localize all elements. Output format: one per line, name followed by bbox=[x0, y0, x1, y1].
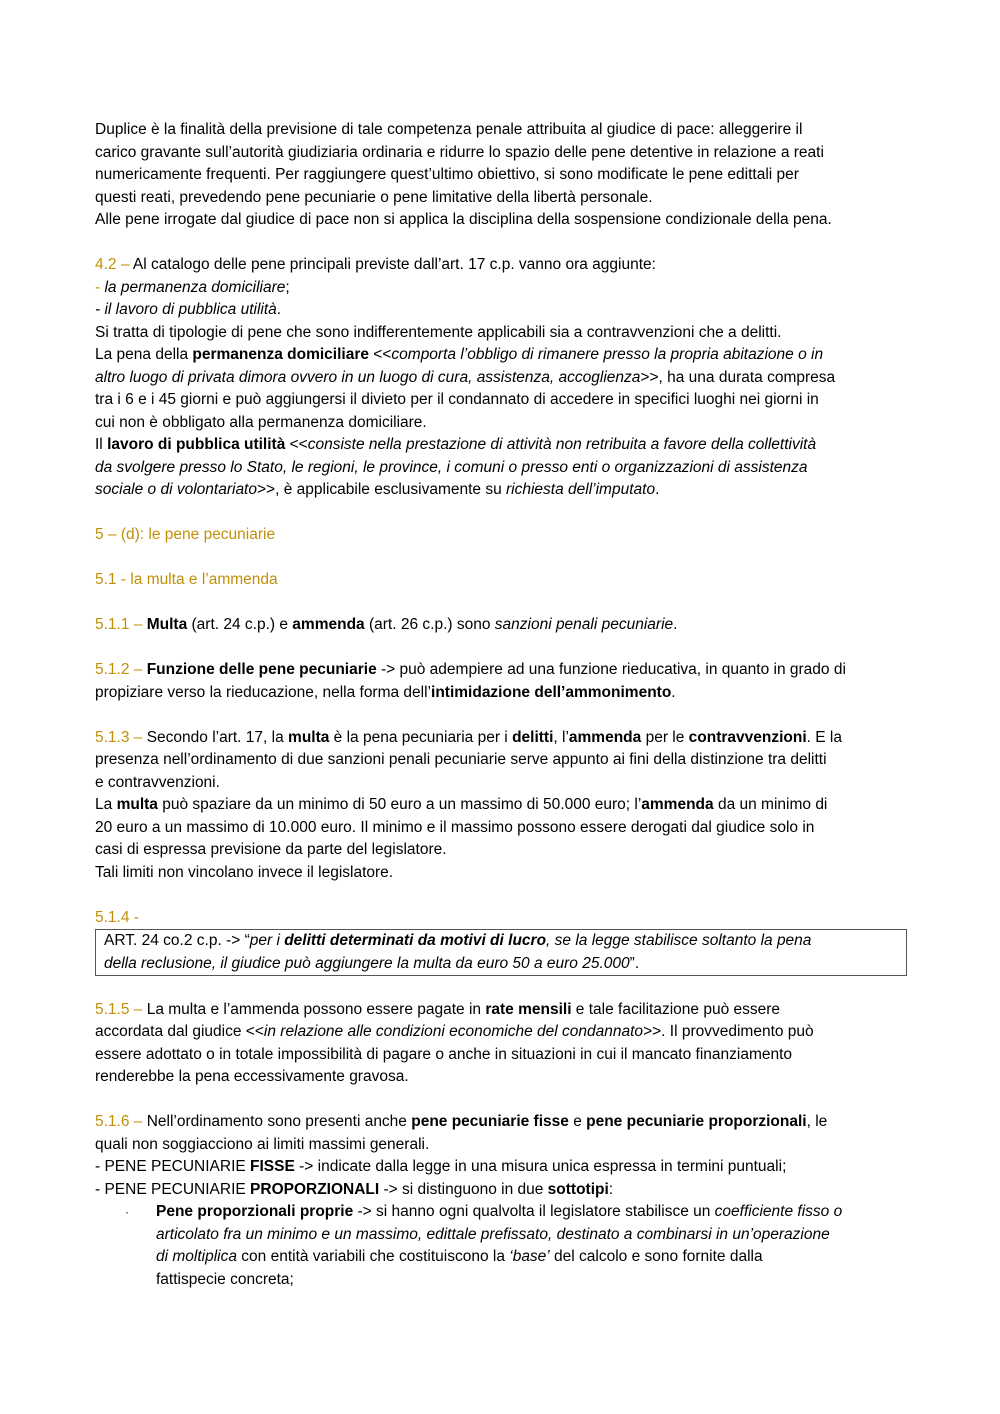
text-line: da svolgere presso lo Stato, le regioni, le province, i comuni o presso enti o organizzazioni di assistenza bbox=[95, 458, 808, 476]
text-line: La multa può spaziare da un minimo di 50 euro a un massimo di 50.000 euro; l’ammenda da un minimo di bbox=[95, 796, 828, 813]
text-line: numericamente frequenti. Per raggiungere quest’ultimo obiettivo, si sono modificate le pene edittali per bbox=[95, 166, 799, 183]
text-line: articolato fra un minimo e un massimo, edittale prefissato, destinato a combinarsi in un’operazione bbox=[156, 1225, 830, 1243]
text-line: Alle pene irrogate dal giudice di pace non si applica la disciplina della sospensione condizionale della pena. bbox=[95, 211, 832, 228]
text-line: La pena della permanenza domiciliare <<comporta l’obbligo di rimanere presso la propria abitazione o in bbox=[95, 346, 824, 363]
text-line: questi reati, prevedendo pene pecuniarie o pene limitative della libertà personale. bbox=[95, 188, 653, 206]
text-line: cui non è obbligato alla permanenza domiciliare. bbox=[95, 413, 427, 431]
section-5-1-6 bbox=[95, 1111, 907, 1291]
list-item: - il lavoro di pubblica utilità. bbox=[95, 301, 282, 318]
text-line: di moltiplica con entità variabili che costituiscono la ‘base’ del calcolo e sono fornite dalla bbox=[156, 1248, 763, 1265]
quoted-article-box bbox=[95, 929, 907, 976]
text-line: Si tratta di tipologie di pene che sono indifferentemente applicabili sia a contravvenzioni che a delitti. bbox=[95, 323, 782, 341]
text-line: ART. 24 co.2 c.p. -> “per i delitti determinati da motivi di lucro, se la legge stabilisce soltanto la pena bbox=[104, 932, 812, 949]
section-4-2 bbox=[95, 254, 907, 502]
text-line: carico gravante sull’autorità giudiziaria ordinaria e ridurre lo spazio delle pene detentive in relazione a reati bbox=[95, 143, 824, 161]
bullet-list bbox=[95, 1201, 907, 1291]
text-line: renderebbe la pena eccessivamente gravosa. bbox=[95, 1068, 409, 1085]
section-5-1-2 bbox=[95, 659, 907, 704]
section-5-1-1: 5.1.1 – Multa (art. 24 c.p.) e ammenda (art. 26 c.p.) sono sanzioni penali pecuniarie. bbox=[95, 616, 678, 633]
section-heading-5: 5 – (d): le pene pecuniarie bbox=[95, 526, 276, 543]
text-line: casi di espressa previsione da parte del legislatore. bbox=[95, 841, 447, 858]
text-line: 5.1.5 – La multa e l’ammenda possono essere pagate in rate mensili e tale facilitazione può essere bbox=[95, 1000, 781, 1018]
section-5-1-5 bbox=[95, 999, 907, 1089]
text-line: propiziare verso la rieducazione, nella forma dell’intimidazione dell’ammonimento. bbox=[95, 683, 676, 701]
section-number: 5.1.5 – bbox=[95, 1000, 143, 1018]
text-line: e contravvenzioni. bbox=[95, 773, 220, 791]
text-line: 5.1.2 – Funzione delle pene pecuniarie -> può adempiere ad una funzione rieducativa, in quanto in grado di bbox=[95, 661, 846, 678]
text-line: altro luogo di privata dimora ovvero in un luogo di cura, assistenza, accoglienza>>, ha una durata compresa bbox=[95, 368, 836, 386]
text-line: essere adottato o in totale impossibilità di pagare o anche in situazioni in cui il mancato finanziamento bbox=[95, 1045, 793, 1063]
bullet-item bbox=[95, 1201, 907, 1291]
text-line: 5.1.6 – Nell’ordinamento sono presenti anche pene pecuniarie fisse e pene pecuniarie proporzionali, le bbox=[95, 1113, 828, 1130]
text-line: Duplice è la finalità della previsione di tale competenza penale attribuita al giudice di pace: alleggerire il bbox=[95, 121, 803, 138]
section-number: 5.1.3 – bbox=[95, 728, 143, 746]
text-line: 4.2 – Al catalogo delle pene principali previste dall’art. 17 c.p. vanno ora aggiunte: bbox=[95, 256, 656, 273]
intro-paragraph bbox=[95, 119, 907, 232]
section-5-1-3 bbox=[95, 727, 907, 885]
text-line: accordata dal giudice <<in relazione alle condizioni economiche del condannato>>. Il provvedimento può bbox=[95, 1023, 814, 1040]
section-5-1-4 bbox=[95, 907, 907, 977]
text-line: presenza nell’ordinamento di due sanzioni penali pecuniarie serve appunto ai fini della distinzione tra delitti bbox=[95, 751, 827, 768]
text-line: Tali limiti non vincolano invece il legislatore. bbox=[95, 863, 394, 881]
text-line: Pene proporzionali proprie -> si hanno ogni qualvolta il legislatore stabilisce un coefficiente fisso o bbox=[156, 1203, 843, 1220]
text-line: Il lavoro di pubblica utilità <<consiste nella prestazione di attività non retribuita a favore della collettività bbox=[95, 436, 817, 453]
section-number: 5.1.4 - bbox=[95, 908, 139, 926]
text-line: sociale o di volontariato>>, è applicabile esclusivamente su richiesta dell’imputato. bbox=[95, 481, 660, 498]
section-number: 5.1.6 – bbox=[95, 1113, 143, 1130]
list-item: - PENE PECUNIARIE PROPORZIONALI -> si distinguono in due sottotipi: bbox=[95, 1180, 614, 1198]
text-line: quali non soggiacciono ai limiti massimi generali. bbox=[95, 1135, 430, 1153]
text-line: della reclusione, il giudice può aggiungere la multa da euro 50 a euro 25.000”. bbox=[104, 954, 640, 972]
section-number: 5.1.1 – bbox=[95, 616, 143, 633]
list-item: - PENE PECUNIARIE FISSE -> indicate dalla legge in una misura unica espressa in termini puntuali; bbox=[95, 1158, 787, 1175]
text-line: tra i 6 e i 45 giorni e può aggiungersi il divieto per il condannato di accedere in specifici luoghi nei giorni in bbox=[95, 391, 819, 408]
text-line: fattispecie concreta; bbox=[156, 1270, 294, 1288]
text-line: 5.1.3 – Secondo l’art. 17, la multa è la pena pecuniaria per i delitti, l’ammenda per le contravvenzioni. E la bbox=[95, 728, 842, 746]
section-number: 4.2 – bbox=[95, 256, 130, 273]
document-page bbox=[95, 119, 907, 1291]
section-number: 5.1.2 – bbox=[95, 661, 143, 678]
bullet-dot: · bbox=[125, 1205, 129, 1219]
text-line: 20 euro a un massimo di 10.000 euro. Il minimo e il massimo possono essere derogati dal giudice solo in bbox=[95, 818, 815, 836]
list-item: - la permanenza domiciliare; bbox=[95, 278, 290, 296]
section-heading-5-1: 5.1 - la multa e l’ammenda bbox=[95, 571, 278, 588]
